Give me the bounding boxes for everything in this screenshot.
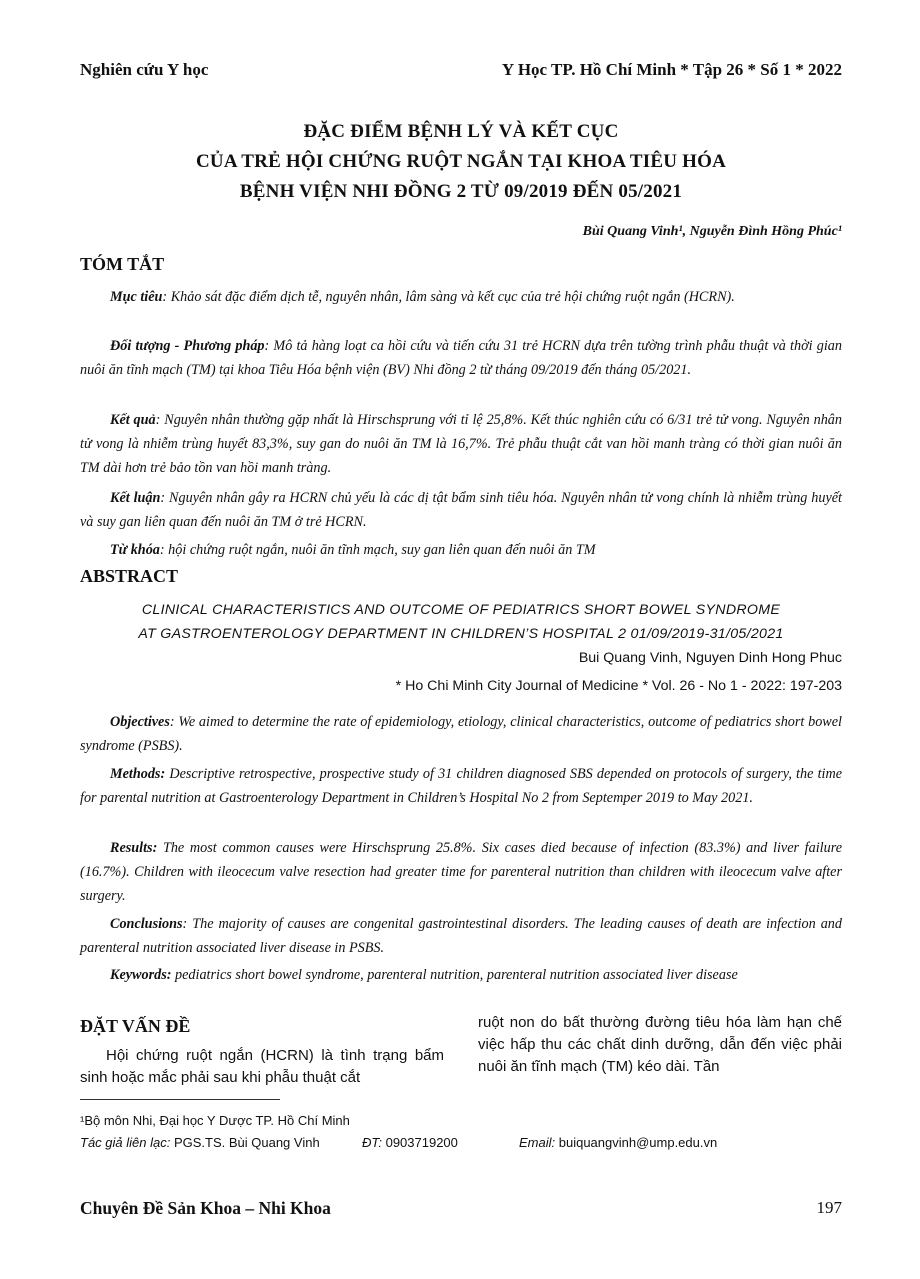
vn-methods <box>80 334 842 382</box>
en-authors: Bui Quang Vinh, Nguyen Dinh Hong Phuc <box>578 650 842 666</box>
text: : We aimed to determine the rate of epidemiology, etiology, clinical characteristics, outcome of pediatrics short bowel syndrome (PSBS). <box>80 714 842 754</box>
footnote-affiliation: ¹Bộ môn Nhi, Đại học Y Dược TP. Hồ Chí Minh <box>80 1113 350 1128</box>
label: Đối tượng - Phương pháp <box>110 338 265 354</box>
intro-heading: ĐẶT VẤN ĐỀ <box>80 1016 191 1036</box>
title-line: CỦA TRẺ HỘI CHỨNG RUỘT NGẮN TẠI KHOA TIÊU HÓA <box>195 151 726 172</box>
footnote-contact <box>80 1135 842 1150</box>
text: : Mô tả hàng loạt ca hồi cứu và tiến cứu 31 trẻ HCRN dựa trên tường trình phẫu thuật và thời gian nuôi ăn tĩnh mạch (TM) tại khoa Tiêu Hóa bệnh viện (BV) Nhi đồng 2 từ tháng 09/2019 đến tháng 05/2021. <box>80 338 842 378</box>
author-list: Bùi Quang Vinh¹, Nguyễn Đình Hồng Phúc¹ <box>582 224 842 239</box>
email-label: Email: <box>519 1135 556 1150</box>
en-keywords <box>80 963 842 987</box>
label: Conclusions <box>110 916 183 932</box>
footnote-divider <box>80 1099 280 1100</box>
label: Mục tiêu <box>110 289 163 305</box>
text: : hội chứng ruột ngắn, nuôi ăn tĩnh mạch, suy gan liên quan đến nuôi ăn TM <box>159 542 596 558</box>
label: Keywords: <box>110 967 172 983</box>
page-number: 197 <box>816 1198 842 1217</box>
contact-label: Tác giả liên lạc: <box>80 1135 171 1150</box>
phone-group <box>362 1135 458 1150</box>
text: pediatrics short bowel syndrome, parenteral nutrition, parenteral nutrition associated liver disease <box>171 967 738 983</box>
en-title <box>80 598 842 646</box>
title-line: ĐẶC ĐIỂM BỆNH LÝ VÀ KẾT CỤC <box>303 121 619 142</box>
email-group <box>519 1135 717 1150</box>
label: Kết quả <box>110 412 156 428</box>
label: Objectives <box>110 714 170 730</box>
running-footer <box>80 1198 842 1219</box>
article-title <box>80 117 842 207</box>
en-title-line: AT GASTROENTEROLOGY DEPARTMENT IN CHILDREN’S HOSPITAL 2 01/09/2019-31/05/2021 <box>138 626 784 642</box>
intro-left-column: Hội chứng ruột ngắn (HCRN) là tình trạng bẩm sinh hoặc mắc phải sau khi phẫu thuật cắt <box>80 1047 444 1086</box>
label: Từ khóa <box>110 542 160 558</box>
text: : The majority of causes are congenital gastrointestinal disorders. The leading causes of death are infection and parenteral nutrition associated liver disease in PSBS. <box>80 916 842 956</box>
en-methods <box>80 762 842 810</box>
intro-right-column: ruột non do bất thường đường tiêu hóa làm hạn chế việc hấp thu các chất dinh dưỡng, dẫn đến việc phải nuôi ăn tĩnh mạch (TM) kéo dài. Tần <box>478 1014 842 1075</box>
en-objectives <box>80 710 842 758</box>
en-results <box>80 836 842 908</box>
text: Descriptive retrospective, prospective study of 31 children diagnosed SBS depended on protocols of surgery, the time for parental nutrition at Gastroenterology Department in Children’s Hospital No 2 from Septemper 2019 to May 2021. <box>80 766 842 806</box>
en-conclusions <box>80 912 842 960</box>
text: The most common causes were Hirschsprung 25.8%. Six cases died because of infection (83.3%) and liver failure (16.7%). Children with ileocecum valve resection had greater time for parenteral nutrition than children with ileocecum valve after surgery. <box>80 840 842 904</box>
text: : Nguyên nhân thường gặp nhất là Hirschsprung với tỉ lệ 25,8%. Kết thúc nghiên cứu có 6/31 trẻ tử vong. Nguyên nhân tử vong là nhiễm trùng huyết 83,3%, suy gan do nuôi ăn TM là 16,7%. Trẻ phẫu thuật cắt van hồi manh tràng có thời gian nuôi ăn TM dài hơn trẻ bảo tồn van hồi manh tràng. <box>80 412 842 476</box>
vn-objective <box>80 285 842 309</box>
en-citation: * Ho Chi Minh City Journal of Medicine * Vol. 26 - No 1 - 2022: 197-203 <box>395 678 842 694</box>
label: Kết luận <box>110 490 161 506</box>
en-abstract-heading: ABSTRACT <box>80 566 179 586</box>
vn-results <box>80 408 842 480</box>
journal-label: Y Học TP. Hồ Chí Minh * Tập 26 * Số 1 * 2022 <box>501 60 842 79</box>
email-value: buiquangvinh@ump.edu.vn <box>555 1135 718 1150</box>
phone-label: ĐT: <box>362 1135 382 1150</box>
contact-name: PGS.TS. Bùi Quang Vinh <box>170 1135 320 1150</box>
label: Methods: <box>110 766 166 782</box>
vn-abstract-heading: TÓM TẮT <box>80 254 165 274</box>
phone-value: 0903719200 <box>381 1135 458 1150</box>
footer-issue-label: Chuyên Đề Sản Khoa – Nhi Khoa <box>80 1198 331 1218</box>
en-title-line: CLINICAL CHARACTERISTICS AND OUTCOME OF PEDIATRICS SHORT BOWEL SYNDROME <box>141 602 781 618</box>
vn-keywords <box>80 538 842 562</box>
text: : Nguyên nhân gây ra HCRN chủ yếu là các dị tật bẩm sinh tiêu hóa. Nguyên nhân tử vong chính là nhiễm trùng huyết và suy gan liên quan đến nuôi ăn TM ở trẻ HCRN. <box>80 490 842 530</box>
text: : Khảo sát đặc điểm dịch tễ, nguyên nhân, lâm sàng và kết cục của trẻ hội chứng ruột ngắn (HCRN). <box>162 289 735 305</box>
section-label: Nghiên cứu Y học <box>80 60 209 79</box>
label: Results: <box>110 840 158 856</box>
running-header <box>80 60 842 80</box>
title-line: BỆNH VIỆN NHI ĐỒNG 2 TỪ 09/2019 ĐẾN 05/2021 <box>239 181 683 202</box>
vn-conclusion <box>80 486 842 534</box>
